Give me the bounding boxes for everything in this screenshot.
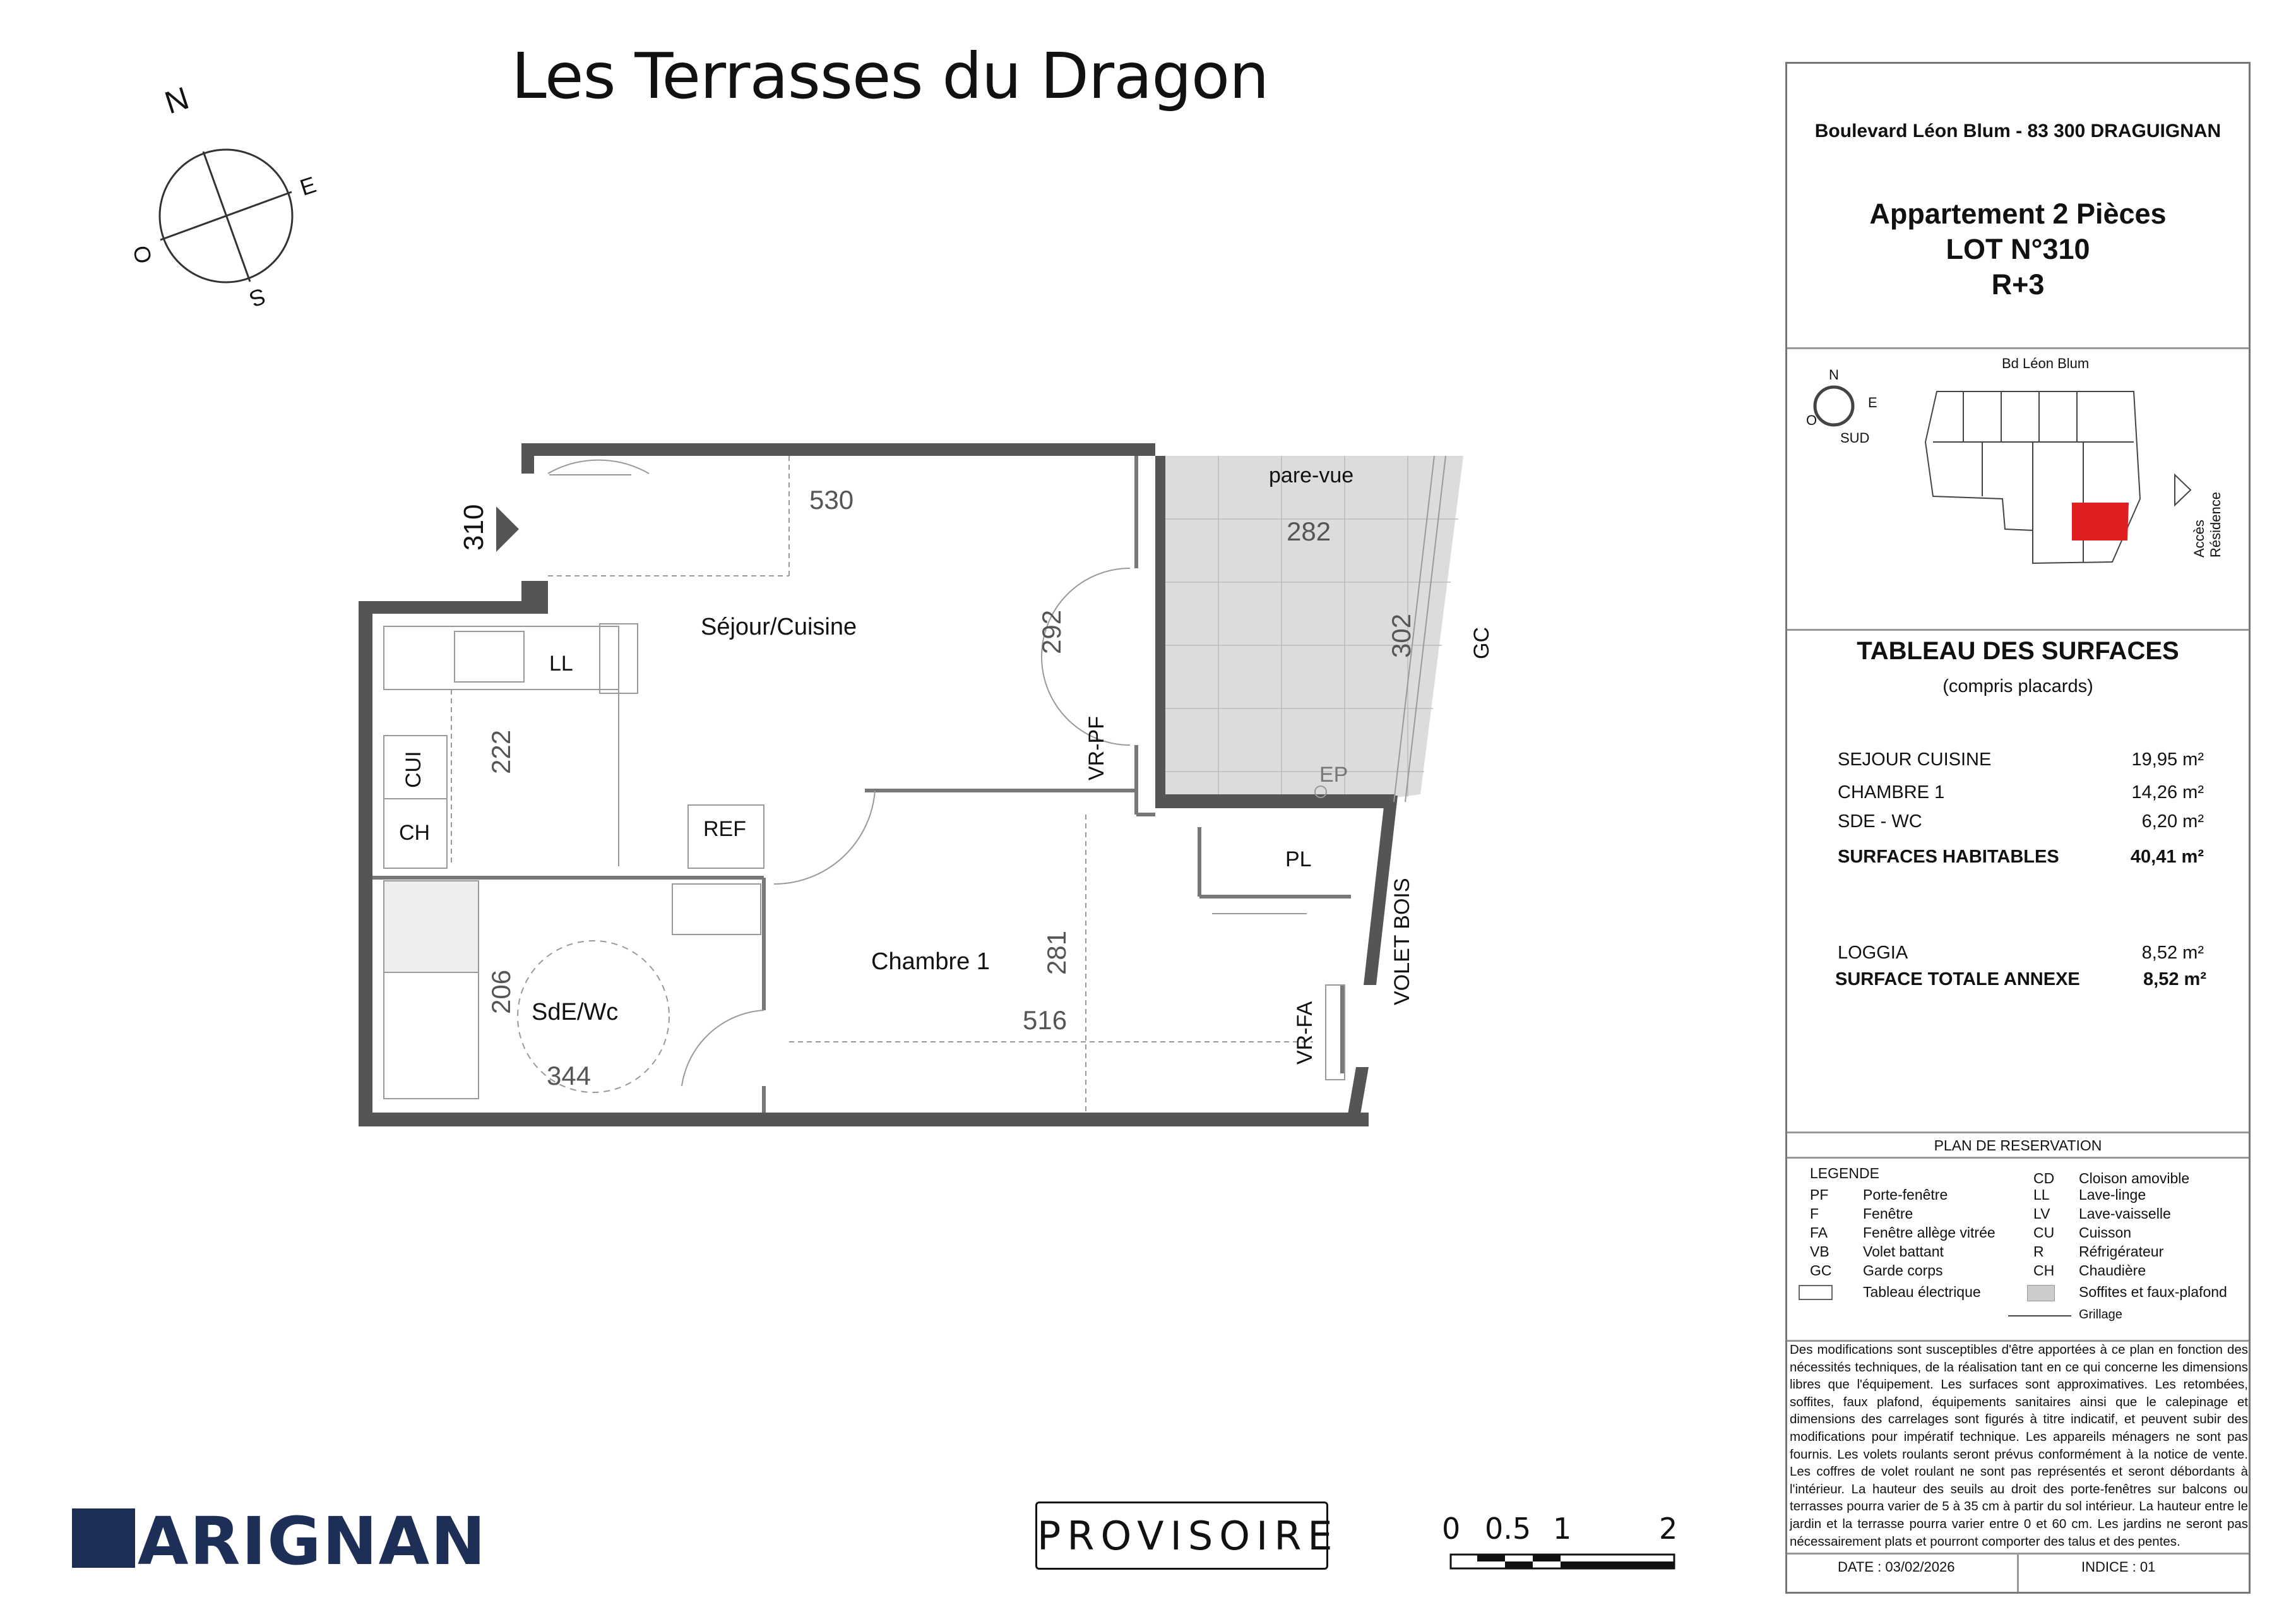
room-sejour: Séjour/Cuisine [701, 614, 857, 640]
compass-o: O [128, 243, 157, 266]
legend-label: Garde corps [1863, 1262, 1943, 1279]
dim-530: 530 [809, 485, 854, 515]
legend-code: F [1810, 1205, 1819, 1222]
label-vr-fa: VR-FA [1293, 1001, 1317, 1065]
site-plan-section [1787, 349, 2249, 631]
scale-label: 1 [1553, 1512, 1572, 1546]
legend-code: PF [1810, 1186, 1829, 1203]
legend-code: R [2033, 1243, 2044, 1260]
legend-code: CU [2033, 1224, 2055, 1241]
grillage-icon [2008, 1315, 2071, 1317]
site-compass-n: N [1829, 367, 1839, 383]
dim-292: 292 [1037, 609, 1066, 654]
legend-label: Chaudière [2079, 1262, 2146, 1279]
legend-code: GC [1810, 1262, 1832, 1279]
site-access: Accès Résidence [2191, 492, 2223, 558]
legend-code: VB [1810, 1243, 1829, 1260]
label-ll: LL [549, 652, 573, 676]
dim-344: 344 [547, 1061, 592, 1090]
site-compass-sud: SUD [1840, 430, 1870, 446]
page-title: Les Terrasses du Dragon [511, 39, 1269, 113]
tableau-electrique-icon [1799, 1285, 1833, 1300]
legend-label: Lave-vaisselle [2079, 1205, 2171, 1222]
surface-row: CHAMBRE 1 14,26 m² [1838, 782, 2204, 803]
label-ref: REF [703, 817, 746, 841]
label-cui: CUI [402, 751, 425, 788]
plan-title-bar: PLAN DE RESERVATION [1787, 1133, 2249, 1159]
label-ep: EP [1319, 763, 1348, 787]
surface-row: SDE - WC 6,20 m² [1838, 811, 2204, 832]
compass-n: N [160, 80, 193, 121]
compass-e: E [297, 171, 319, 201]
dim-281: 281 [1042, 930, 1071, 975]
legend-title: LEGENDE [1810, 1165, 1879, 1181]
apartment-lot: LOT N°310 [1946, 233, 2090, 265]
legend-label: Volet battant [1863, 1243, 1944, 1260]
legend-code: LV [2033, 1205, 2050, 1222]
provisoire-stamp: PROVISOIRE [1035, 1502, 1328, 1570]
surfaces-subtitle: (compris placards) [1942, 676, 2093, 696]
legend-tableau: Tableau électrique [1863, 1284, 1981, 1300]
label-vr-pf: VR-PF [1085, 716, 1109, 780]
compass-s: S [246, 283, 270, 313]
site-compass-o: O [1806, 412, 1817, 428]
footer-date: DATE : 03/02/2026 [1838, 1559, 1955, 1575]
legend-label: Réfrigérateur [2079, 1243, 2164, 1260]
legend-code: CD [2033, 1170, 2055, 1186]
site-street: Bd Léon Blum [2002, 355, 2090, 371]
address: Boulevard Léon Blum - 83 300 DRAGUIGNAN [1814, 121, 2222, 141]
surfaces-title: TABLEAU DES SURFACES [1857, 637, 2179, 665]
scale-label: 0.5 [1485, 1512, 1532, 1546]
legend-code: LL [2033, 1186, 2050, 1203]
dim-516: 516 [1023, 1005, 1068, 1035]
header-section [1787, 64, 2249, 349]
legend-grillage: Grillage [2079, 1308, 2122, 1322]
apartment-type: Appartement 2 Pièces [1869, 198, 2167, 230]
info-panel [1785, 62, 2251, 1594]
surface-row: SEJOUR CUISINE 19,95 m² [1838, 749, 2204, 770]
legend-section [1787, 1159, 2249, 1342]
surface-annex-row: LOGGIA 8,52 m² [1838, 943, 2204, 963]
surface-annex-total: SURFACE TOTALE ANNEXE 8,52 m² [1835, 969, 2206, 989]
apartment-level: R+3 [1991, 268, 2045, 301]
soffites-icon [2027, 1285, 2055, 1301]
label-volet-bois: VOLET BOIS [1390, 878, 1414, 1005]
dim-222: 222 [486, 729, 516, 774]
site-compass-e: E [1868, 395, 1877, 410]
legend-soffites: Soffites et faux-plafond [2079, 1284, 2227, 1300]
marignan-logo: ARIGNAN [72, 1503, 487, 1580]
lot-marker-icon [496, 506, 519, 552]
footer-indice: INDICE : 01 [2081, 1559, 2156, 1575]
dim-206: 206 [486, 969, 516, 1014]
legend-label: Lave-linge [2079, 1186, 2146, 1203]
dim-282: 282 [1287, 516, 1331, 546]
legend-label: Fenêtre [1863, 1205, 1913, 1222]
room-sde: SdE/Wc [532, 999, 619, 1025]
legal-notice: Des modifications sont susceptibles d'être apportées à ce plan en fonction des nécessités techniques, de la réalisation tant en ce qui concerne les dimensions libres que l'équipement. Les surfaces sont approximatives. Les retombées, soffites, faux plafond, équipements sanitaires ainsi que le calepinage et dimensions des carrelages sont figurés à titre indicatif, et peuvent subir des modifications pour impératif technique. Les appareils ménagers ne sont pas fournis. Les volets roulants seront prévus conformément à la notice de vente. Les coffres de volet roulant ne sont pas représentés et seront débordants à l'intérieur. La hauteur des seuils au droit des porte-fenêtres sur balcons ou terrasses pourra varier de 5 à 35 cm à partir du sol intérieur. La hauteur entre le jardin et la terrasse pourra varier entre 0 et 60 cm. Les jardins ne seront pas nécessairement plats et pourront comporter des talus et des pentes. [1790, 1342, 2248, 1549]
room-chambre: Chambre 1 [871, 948, 990, 975]
surfaces-section [1787, 631, 2249, 1133]
lot-marker-label: 310 [458, 504, 489, 551]
compass-icon [160, 150, 292, 282]
legend-code: CH [2033, 1262, 2055, 1279]
logo-mark-icon [72, 1508, 135, 1568]
site-lot-label: 310 [2083, 570, 2110, 589]
scale-label: 2 [1659, 1512, 1678, 1546]
label-pl: PL [1285, 847, 1312, 871]
legend-code: FA [1810, 1224, 1828, 1241]
legend-label: Cloison amovible [2079, 1170, 2190, 1186]
legend-label: Cuisson [2079, 1224, 2132, 1241]
label-gc: GC [1470, 627, 1494, 659]
scale-label: 0 [1442, 1512, 1461, 1546]
dim-302: 302 [1386, 613, 1416, 658]
surface-habitable: SURFACES HABITABLES 40,41 m² [1838, 847, 2204, 867]
legend-label: Fenêtre allège vitrée [1863, 1224, 1996, 1241]
footer-separator [2017, 1553, 2019, 1592]
legend-label: Porte-fenêtre [1863, 1186, 1948, 1203]
apartment-block [1787, 196, 2249, 302]
scale-bar [1451, 1555, 1674, 1568]
label-pare-vue: pare-vue [1269, 463, 1354, 487]
label-ch: CH [399, 821, 431, 845]
